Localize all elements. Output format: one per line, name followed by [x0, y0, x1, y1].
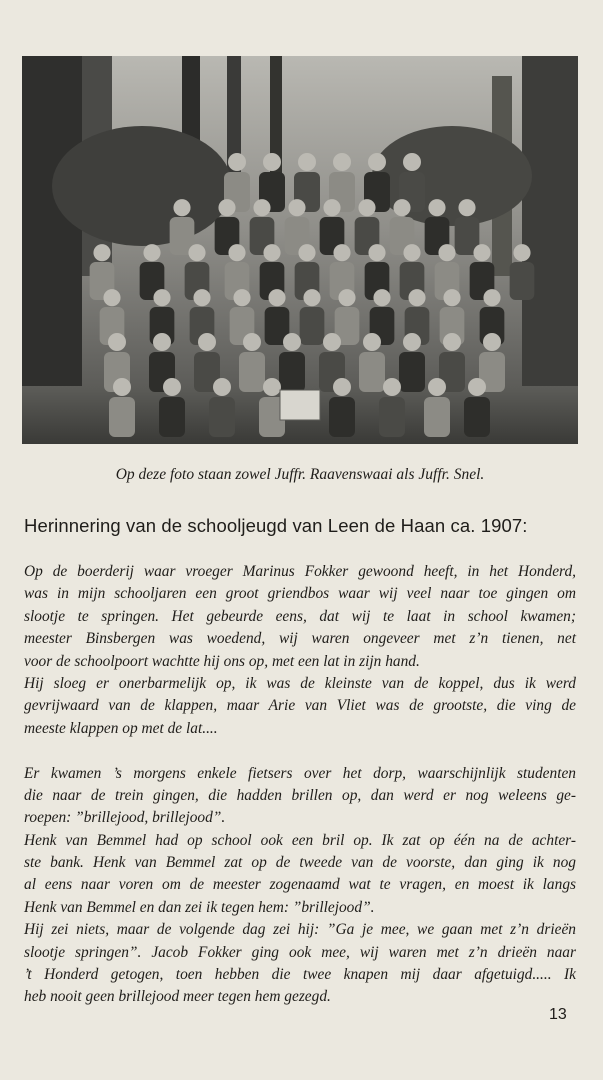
class-photograph-image	[22, 56, 578, 444]
text-line: Hij sloeg er onerbarmelijk op, ik was de kleinste van de koppel, dus ik werd	[24, 674, 576, 692]
paragraph-gap	[24, 740, 576, 762]
class-photograph	[22, 56, 578, 444]
text-line: roepen: ”brillejood, brillejood”.	[24, 809, 226, 827]
page-number: 13	[549, 1006, 567, 1023]
text-line: al eens naar voren om de meester zogenaamd wat te vragen, en moest ik langs	[24, 876, 576, 894]
text-line: Hij zei niets, maar de volgende dag zei hij: ”Ga je mee, we gaan met z’n drieën	[24, 921, 576, 939]
text-line: was in mijn schooljaren een groot griendbos waar wij veel naar toe gingen om	[24, 585, 576, 603]
text-line: slootje springen”. Jacob Fokker ging ook mee, wij waren met z’n drieën naar	[24, 943, 576, 961]
text-line: Er kwamen ’s morgens enkele fietsers over het dorp, waarschijnlijk studenten	[24, 764, 576, 782]
section-heading: Herinnering van de schooljeugd van Leen de Haan ca. 1907:	[24, 515, 528, 536]
text-line: gevrijwaard van de klappen, maar Arie van Vliet was de grootste, die ving de	[24, 697, 576, 715]
text-line: meester Binsbergen was woedend, wij waren ongeveer met z’n tienen, net	[24, 630, 576, 648]
text-line: Henk van Bemmel had op school ook een bril op. Ik zat op één na de achter-	[24, 831, 576, 849]
memoir-text	[24, 561, 576, 1009]
text-line: Op de boerderij waar vroeger Marinus Fokker gewoond heeft, in het Honderd,	[24, 563, 576, 580]
text-line: die naar de trein gingen, die hadden brillen op, dan werd er nog weleens ge-	[24, 786, 576, 804]
photo-caption: Op deze foto staan zowel Juffr. Raavenswaai als Juffr. Snel.	[115, 466, 485, 483]
text-line: ste bank. Henk van Bemmel zat op de tweede van de voorste, dan ging ik nog	[24, 854, 576, 872]
text-line: meeste klappen op met de lat....	[24, 719, 218, 737]
text-line: ’t Honderd getogen, toen hebben die twee knapen mij daar afgetuigd..... Ik	[24, 966, 576, 984]
text-line: slootje te springen. Het gebeurde eens, dat wij te laat in school kwamen;	[24, 607, 576, 625]
text-line: Henk van Bemmel en dan zei ik tegen hem: ”brillejood”.	[24, 898, 375, 916]
text-line: voor de schoolpoort wachtte hij ons op, met een lat in zijn hand.	[24, 652, 420, 670]
text-line: heb nooit geen brillejood meer tegen hem gezegd.	[24, 988, 331, 1006]
